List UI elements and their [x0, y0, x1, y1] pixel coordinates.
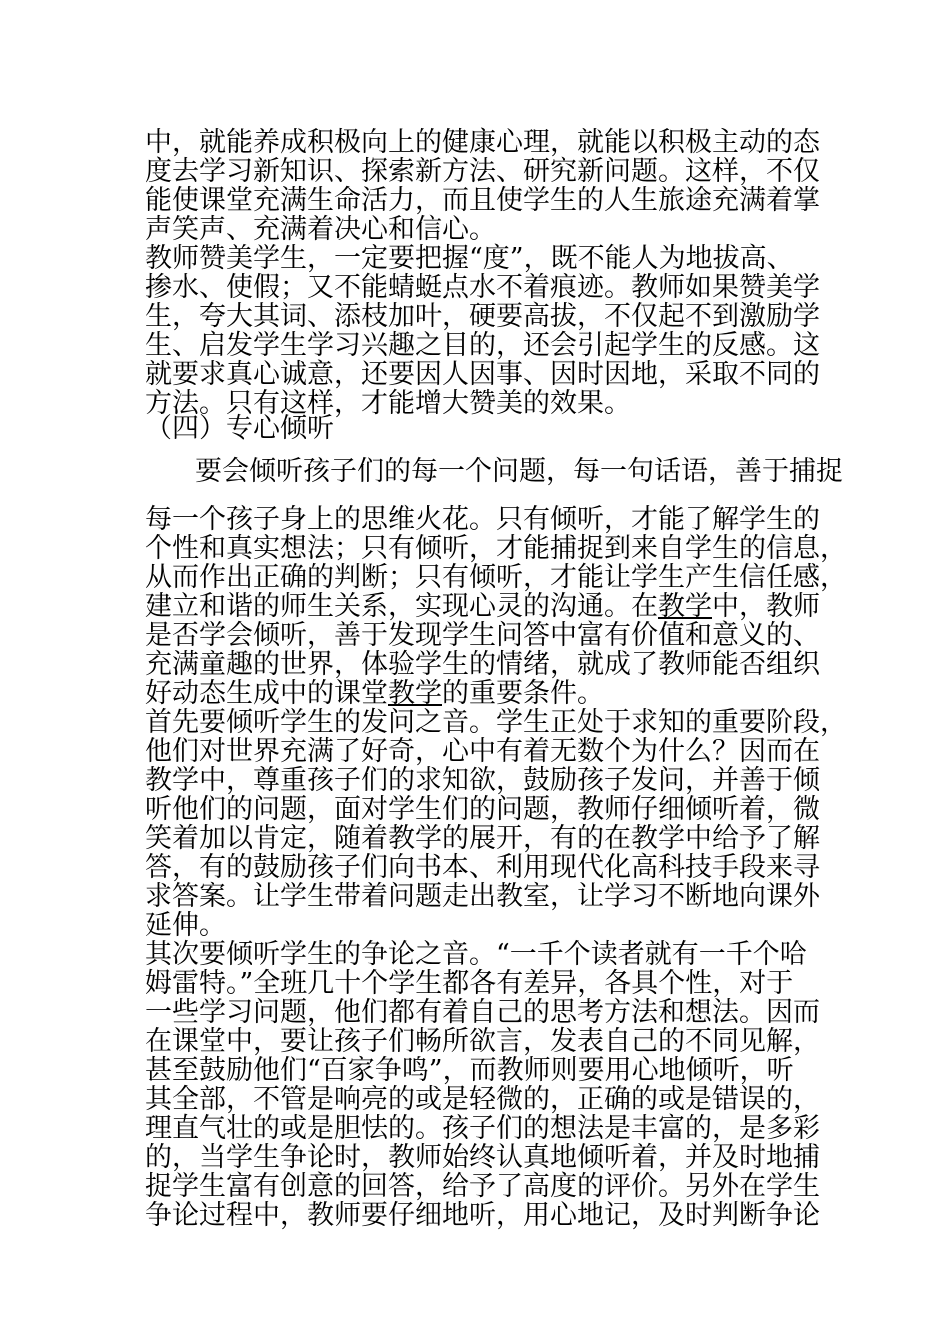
teaching-link[interactable]: 教学 [658, 591, 712, 622]
text-line: 捉学生富有创意的回答，给予了高度的评价。另外在学生 [145, 1171, 820, 1202]
text-line: 他们对世界充满了好奇，心中有着无数个为什么？因而在 [145, 736, 820, 767]
text-line: 个性和真实想法；只有倾听，才能捕捉到来自学生的信息， [145, 533, 847, 564]
text-line [145, 679, 604, 709]
text-line: 从而作出正确的判断；只有倾听，才能让学生产生信任感， [145, 562, 847, 593]
text-line: 掺水、使假；又不能蜻蜓点水不着痕迹。教师如果赞美学 [145, 272, 820, 303]
text-line: 延伸。 [145, 910, 226, 941]
teaching-link[interactable]: 教学 [388, 678, 442, 709]
text-line: 争论过程中，教师要仔细地听，用心地记，及时判断争论 [145, 1200, 820, 1231]
text-line: 生、启发学生学习兴趣之目的，还会引起学生的反感。这 [145, 330, 820, 361]
text-line: 就要求真心诚意，还要因人因事、因时因地，采取不同的 [145, 359, 820, 390]
text-line: 教学中，尊重孩子们的求知欲，鼓励孩子发问，并善于倾 [145, 765, 820, 796]
text-line: 听他们的问题，面对学生们的问题，教师仔细倾听着，微 [145, 794, 820, 825]
text-line: 能使课堂充满生命活力，而且使学生的人生旅途充满着掌 [145, 185, 820, 216]
text-line: 其全部，不管是响亮的或是轻微的，正确的或是错误的， [145, 1084, 820, 1115]
text-line: 一些学习问题，他们都有着自己的思考方法和想法。因而 [145, 997, 820, 1028]
text-segment: 的重要条件。 [442, 678, 604, 709]
text-line: 的，当学生争论时，教师始终认真地倾听着，并及时地捕 [145, 1142, 820, 1173]
text-line: 在课堂中，要让孩子们畅所欲言，发表自己的不同见解， [145, 1026, 820, 1057]
text-line: 度去学习新知识、探索新方法、研究新问题。这样，不仅 [145, 156, 820, 187]
text-line: 教师赞美学生，一定要把握“度”，既不能人为地拔高、 [145, 243, 794, 274]
text-segment: 好动态生成中的课堂 [145, 678, 388, 709]
paragraph-first-line: 要会倾听孩子们的每一个问题，每一句话语，善于捕捉 [195, 456, 843, 487]
text-line: 甚至鼓励他们“百家争鸣”，而教师则要用心地倾听，听 [145, 1055, 794, 1086]
text-line [145, 592, 820, 622]
text-line: 答，有的鼓励孩子们向书本、利用现代化高科技手段来寻 [145, 852, 820, 883]
text-line: 其次要倾听学生的争论之音。“一千个读者就有一千个哈 [145, 939, 807, 970]
text-line: 是否学会倾听，善于发现学生问答中富有价值和意义的、 [145, 620, 820, 651]
section-heading: （四）专心倾听 [145, 413, 334, 444]
text-line: 方法。只有这样，才能增大赞美的效果。 [145, 388, 631, 419]
text-line: 求答案。让学生带着问题走出教室，让学习不断地向课外 [145, 881, 820, 912]
text-line: 生，夸大其词、添枝加叶，硬要高拔，不仅起不到激励学 [145, 301, 820, 332]
text-line: 首先要倾听学生的发问之音。学生正处于求知的重要阶段， [145, 707, 847, 738]
text-line: 中，就能养成积极向上的健康心理，就能以积极主动的态 [145, 127, 820, 158]
text-segment: 建立和谐的师生关系，实现心灵的沟通。在 [145, 591, 658, 622]
text-line: 姆雷特。”全班几十个学生都各有差异，各具个性，对于 [145, 968, 794, 999]
text-line: 理直气壮的或是胆怯的。孩子们的想法是丰富的，是多彩 [145, 1113, 820, 1144]
text-segment: 中，教师 [712, 591, 820, 622]
text-line: 声笑声、充满着决心和信心。 [145, 214, 496, 245]
text-line: 笑着加以肯定，随着教学的展开，有的在教学中给予了解 [145, 823, 820, 854]
text-line: 充满童趣的世界，体验学生的情绪，就成了教师能否组织 [145, 649, 820, 680]
text-line: 每一个孩子身上的思维火花。只有倾听，才能了解学生的 [145, 504, 820, 535]
